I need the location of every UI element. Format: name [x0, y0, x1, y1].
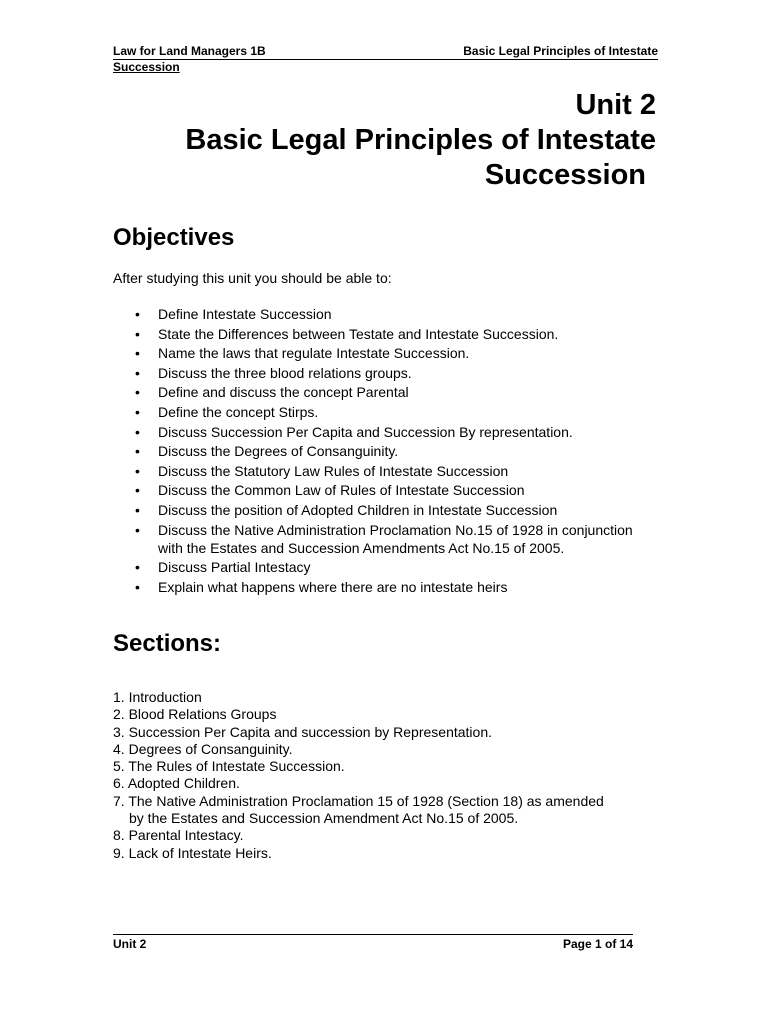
- objective-item: [135, 364, 655, 382]
- objective-item: [135, 578, 655, 596]
- objective-item: [135, 462, 655, 480]
- bullet-icon: •: [135, 423, 140, 440]
- section-item: [113, 706, 658, 723]
- section-number: 6.: [113, 775, 125, 792]
- objective-text: Discuss the Common Law of Rules of Intestate Succession: [158, 482, 525, 499]
- sections-heading: Sections:: [113, 630, 222, 657]
- section-item: [113, 845, 658, 862]
- objective-item: [135, 501, 655, 519]
- objective-item: [135, 383, 655, 401]
- footer-unit: Unit 2: [113, 937, 147, 951]
- objective-text: Define and discuss the concept Parental: [158, 384, 409, 401]
- bullet-icon: •: [135, 345, 140, 362]
- objective-item: [135, 344, 655, 362]
- section-title: Blood Relations Groups: [128, 706, 277, 723]
- section-title: Parental Intestacy.: [128, 827, 244, 844]
- footer-rule: [113, 934, 633, 935]
- title-main: Basic Legal Principles of Intestate: [185, 124, 656, 156]
- section-item: [113, 741, 658, 758]
- section-item: [113, 758, 658, 775]
- section-number: 8.: [113, 827, 125, 844]
- bullet-icon: •: [135, 443, 140, 460]
- bullet-icon: •: [135, 482, 140, 499]
- section-number: 2.: [113, 706, 125, 723]
- section-title: Degrees of Consanguinity.: [128, 740, 293, 757]
- header-underline: [113, 59, 658, 60]
- objective-item: [135, 305, 655, 323]
- objective-text: Define Intestate Succession: [158, 306, 332, 322]
- section-number: 1.: [113, 689, 125, 705]
- objective-text: Discuss the three blood relations groups.: [158, 364, 412, 381]
- objectives-intro: After studying this unit you should be able to:: [113, 270, 392, 286]
- bullet-icon: •: [135, 521, 140, 538]
- section-item: [113, 724, 658, 741]
- objective-item: [135, 558, 655, 576]
- title-main-continued: Succession: [484, 159, 646, 191]
- objective-item: [135, 403, 655, 421]
- bullet-icon: •: [135, 403, 140, 420]
- section-number: 9.: [113, 844, 125, 861]
- sections-list: [113, 689, 658, 862]
- objective-text: Explain what happens where there are no intestate heirs: [158, 578, 508, 595]
- section-item: [113, 793, 658, 828]
- section-number: 4.: [113, 740, 125, 757]
- page-title: [185, 88, 656, 193]
- section-item: [113, 827, 658, 844]
- objective-text: Discuss the Statutory Law Rules of Intestate Succession: [158, 462, 509, 479]
- objective-item: [135, 423, 655, 441]
- header-unit-title-wrap: Succession: [113, 60, 180, 74]
- bullet-icon: •: [135, 364, 140, 381]
- objective-item: [135, 325, 655, 343]
- section-item: [113, 689, 658, 706]
- section-item: [113, 775, 658, 792]
- footer-page-number: Page 1 of 14: [562, 937, 633, 951]
- section-title: Introduction: [128, 689, 202, 705]
- bullet-icon: •: [135, 384, 140, 401]
- objective-item: [135, 442, 655, 460]
- objective-text: Discuss the Degrees of Consanguinity.: [158, 443, 399, 460]
- section-title: The Rules of Intestate Succession.: [128, 758, 345, 775]
- bullet-icon: •: [135, 306, 140, 322]
- header-course-title: Law for Land Managers 1B: [113, 44, 266, 58]
- objectives-heading: Objectives: [113, 224, 235, 251]
- objective-text: Discuss the Native Administration Proclamation No.15 of 1928 in conjunction with the Estates and Succession Amendments Act No.15 of 2005.: [158, 521, 633, 556]
- objective-text: Discuss the position of Adopted Children in Intestate Succession: [158, 501, 558, 518]
- section-number: 5.: [113, 758, 125, 775]
- objective-text: Name the laws that regulate Intestate Succession.: [158, 345, 470, 362]
- objective-text: State the Differences between Testate and Intestate Succession.: [158, 325, 559, 342]
- objective-text: Discuss Partial Intestacy: [158, 559, 311, 576]
- bullet-icon: •: [135, 501, 140, 518]
- bullet-icon: •: [135, 462, 140, 479]
- section-title: Adopted Children.: [127, 775, 240, 792]
- title-unit: Unit 2: [575, 89, 656, 121]
- section-number: 7.: [113, 792, 125, 809]
- bullet-icon: •: [135, 325, 140, 342]
- bullet-icon: •: [135, 578, 140, 595]
- objective-item: [135, 521, 655, 557]
- section-title: Lack of Intestate Heirs.: [128, 844, 272, 861]
- section-title: The Native Administration Proclamation 15 of 1928 (Section 18) as amended: [128, 792, 604, 809]
- section-title-continued: by the Estates and Succession Amendment Act No.15 of 2005.: [129, 810, 519, 827]
- objectives-list: [135, 305, 655, 597]
- objective-text: Define the concept Stirps.: [158, 403, 319, 420]
- objective-text: Discuss Succession Per Capita and Succession By representation.: [158, 423, 573, 440]
- objective-item: [135, 481, 655, 499]
- bullet-icon: •: [135, 559, 140, 576]
- section-number: 3.: [113, 723, 125, 740]
- header-unit-title: Basic Legal Principles of Intestate: [463, 44, 658, 58]
- section-title: Succession Per Capita and succession by Representation.: [128, 723, 493, 740]
